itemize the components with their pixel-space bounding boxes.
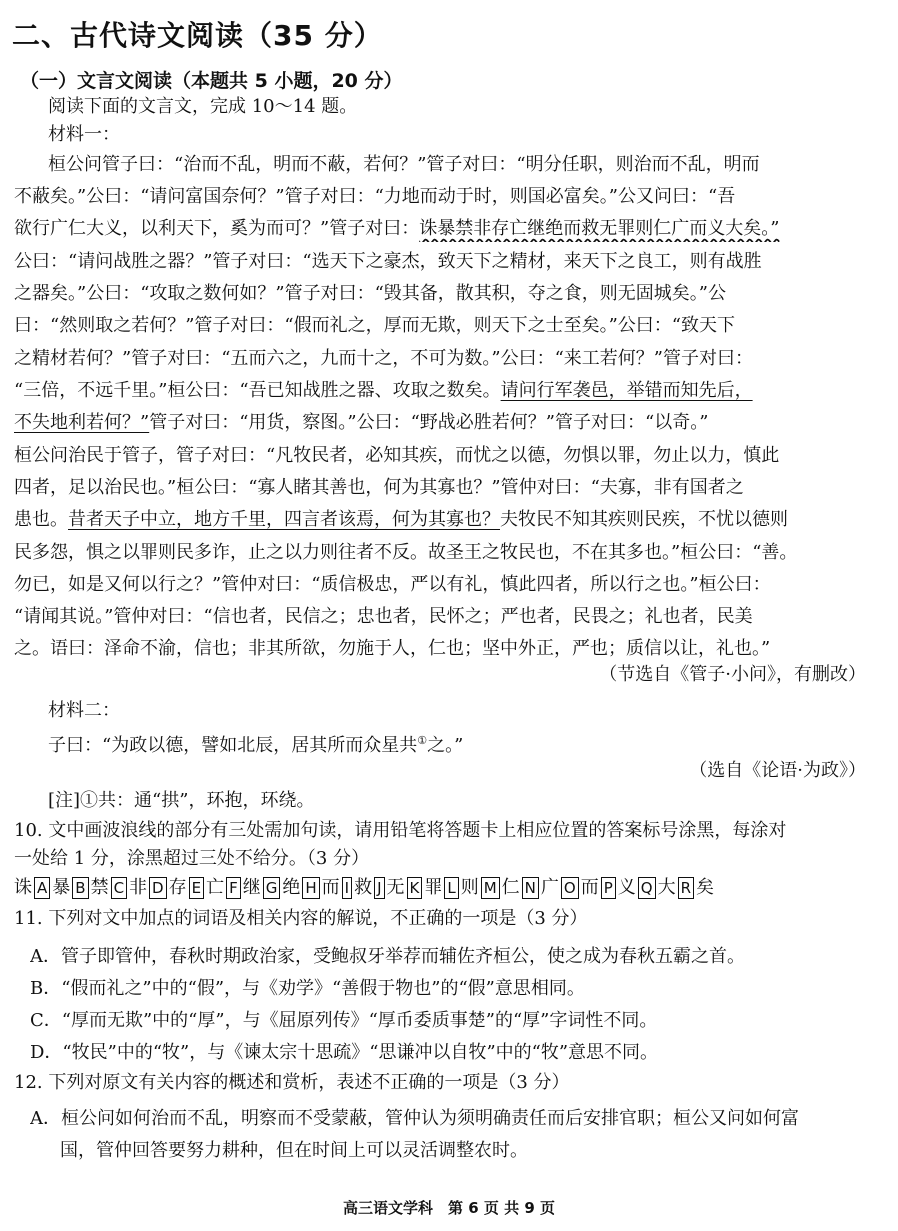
- question-10-text: 10. 文中画波浪线的部分有三处需加句读，请用铅笔将答题卡上相应位置的答案标号涂黑，每涂对: [14, 820, 787, 841]
- material1-line: 之。语曰：泽命不渝，信也；非其所欲，勿施于人，仁也；坚中外正，严也；质信以让，礼也。”: [14, 638, 771, 659]
- question-11-option: B．“假而礼之”中的“假”，与《劝学》“善假于物也”的“假”意思相同。: [30, 978, 585, 999]
- answer-label-box: H: [302, 877, 319, 899]
- sequence-character: 救: [354, 877, 373, 898]
- sequence-character: 继: [242, 877, 261, 898]
- question-11-title: 11. 下列对文中加点的词语及相关内容的解说，不正确的一项是（3 分）: [14, 908, 588, 929]
- material1-line: 之器矣。”公曰：“攻取之数何如？”管子对曰：“毁其备，散其积，夺之食，则无固城矣。”公: [14, 283, 727, 304]
- sequence-character: 存: [168, 877, 187, 898]
- material1-line-text: 夫牧民不知其疾则民疾，不忧以德则: [500, 509, 788, 530]
- material1-line: [14, 410, 886, 436]
- sub-title: （一）文言文阅读（本题共 5 小题，20 分）: [20, 70, 403, 92]
- answer-label-box: B: [72, 877, 88, 899]
- material1-line-text: “三倍，不远千里。”桓公曰：“吾已知战胜之器、攻取之数矣。: [14, 380, 501, 401]
- sequence-character: 则: [460, 877, 479, 898]
- sequence-character: 暴: [52, 877, 71, 898]
- underlined-text: 请问行军袭邑，举错而知先后，: [500, 380, 753, 401]
- punctuation-answer-sequence: [14, 875, 886, 901]
- material2-text-part: 子曰：“为政以德，譬如北辰，居其所而众星共: [48, 735, 418, 756]
- question-12-title: 12. 下列对原文有关内容的概述和赏析，表述不正确的一项是（3 分）: [14, 1072, 570, 1093]
- material1-line: 民多怨，惧之以罪则民多诈，止之以力则往者不反。故圣王之牧民也，不在其多也。”桓公曰：“善。: [14, 542, 798, 563]
- answer-label-box: C: [111, 877, 127, 899]
- question-10-text: 一处给 1 分，涂黑超过三处不给分。（3 分）: [14, 848, 370, 869]
- wavy-underlined-text: 诛暴禁非存亡继绝而救无罪则仁广而义大矣。”: [419, 218, 780, 239]
- material1-line: 曰：“然则取之若何？”管子对曰：“假而礼之，厚而无欺，则天下之士至矣。”公曰：“致天下: [14, 315, 736, 336]
- sequence-character: 而: [321, 877, 340, 898]
- answer-label-box: A: [34, 877, 50, 899]
- question-12-option: 国，管仲回答要努力耕种，但在时间上可以灵活调整农时。: [60, 1140, 528, 1161]
- answer-label-box: G: [263, 877, 281, 899]
- material1-label: 材料一：: [48, 124, 120, 145]
- sequence-character: 非: [129, 877, 148, 898]
- answer-label-box: D: [149, 877, 167, 899]
- answer-label-box: L: [444, 877, 458, 899]
- sequence-character: 大: [657, 877, 676, 898]
- answer-label-box: R: [678, 877, 694, 899]
- material1-line: [14, 507, 886, 533]
- sequence-character: 广: [540, 877, 559, 898]
- instruction: 阅读下面的文言文，完成 10～14 题。: [48, 96, 358, 117]
- underlined-text: 不失地利若何？”: [14, 412, 150, 433]
- source-note: （节选自《管子·小问》，有删改）: [599, 664, 866, 685]
- material2-text: [48, 728, 886, 759]
- sequence-character: 而: [580, 877, 599, 898]
- material1-line: 四者，足以治民也。”桓公曰：“寡人睹其善也，何为其寡也？”管仲对曰：“夫寡，非有国者之: [14, 477, 744, 498]
- material2-text-part: 之。”: [427, 735, 464, 756]
- material1-line-text: 欲行广仁大义，以利天下，奚为而可？”管子对曰：: [14, 218, 420, 239]
- question-11-option: D．“牧民”中的“牧”，与《谏太宗十思疏》“思谦冲以自牧”中的“牧”意思不同。: [30, 1042, 659, 1063]
- answer-label-box: O: [561, 877, 579, 899]
- answer-label-box: F: [226, 877, 241, 899]
- material1-line-text: 管子对曰：“用货，察图。”公曰：“野战必胜若何？”管子对曰：“以奇。”: [149, 412, 709, 433]
- answer-label-box: Q: [638, 877, 656, 899]
- material2-label: 材料二：: [48, 700, 120, 721]
- material1-line: “请闻其说。”管仲对曰：“信也者，民信之；忠也者，民怀之；严也者，民畏之；礼也者，民美: [14, 606, 753, 627]
- material1-line: 公曰：“请问战胜之器？”管子对曰：“选天下之豪杰，致天下之精材，来天下之良工，则有战胜: [14, 251, 762, 272]
- sequence-character: 绝: [282, 877, 301, 898]
- answer-label-box: M: [481, 877, 500, 899]
- material1-line: 桓公问管子曰：“治而不乱，明而不蔽，若何？”管子对曰：“明分任职，则治而不乱，明而: [48, 154, 760, 175]
- underlined-text: 昔者天子中立，地方千里，四言者该焉，何为其寡也？: [68, 509, 500, 530]
- sequence-character: 罪: [424, 877, 443, 898]
- source-note: （选自《论语·为政》）: [689, 760, 866, 781]
- answer-label-box: E: [189, 877, 204, 899]
- sequence-character: 诛: [14, 877, 32, 898]
- sequence-character: 禁: [90, 877, 109, 898]
- question-11-option: C．“厚而无欺”中的“厚”，与《屈原列传》“厚币委质事楚”的“厚”字词性不同。: [30, 1010, 658, 1031]
- material1-line: 勿已，如是又何以行之？”管仲对曰：“质信极忠，严以有礼，慎此四者，所以行之也。”桓公曰：: [14, 574, 771, 595]
- material1-line-text: 患也。: [14, 509, 68, 530]
- answer-label-box: P: [601, 877, 616, 899]
- sequence-character: 无: [386, 877, 405, 898]
- answer-label-box: N: [522, 877, 539, 899]
- material1-line: [14, 216, 886, 242]
- question-11-option: A．管子即管仲，春秋时期政治家，受鲍叔牙举荐而辅佐齐桓公，使之成为春秋五霸之首。: [30, 946, 745, 967]
- section-title: 二、古代诗文阅读（35 分）: [12, 19, 383, 52]
- answer-label-box: J: [374, 877, 384, 899]
- footnote-marker: ①: [417, 734, 428, 747]
- answer-label-box: K: [407, 877, 423, 899]
- material1-line: [14, 378, 886, 404]
- material1-line: 桓公问治民于管子，管子对曰：“凡牧民者，必知其疾，而忧之以德，勿惧以罪，勿止以力，慎此: [14, 445, 780, 466]
- page-footer: 高三语文学科 第 6 页 共 9 页: [343, 1199, 555, 1217]
- sequence-character: 矣: [696, 877, 715, 898]
- question-12-option: A．桓公问如何治而不乱，明察而不受蒙蔽，管仲认为须明确责任而后安排官职；桓公又问如何富: [30, 1108, 799, 1129]
- material1-line: 不蔽矣。”公曰：“请问富国奈何？”管子对曰：“力地而动于时，则国必富矣。”公又问曰：“吾: [14, 186, 736, 207]
- material1-line: 之精材若何？”管子对曰：“五而六之，九而十之，不可为数。”公曰：“来工若何？”管子对曰：: [14, 348, 754, 369]
- sequence-character: 仁: [501, 877, 520, 898]
- sequence-character: 义: [617, 877, 636, 898]
- sequence-character: 亡: [206, 877, 225, 898]
- answer-label-box: I: [342, 877, 352, 899]
- footnote: [注]①共：通“拱”，环抱，环绕。: [48, 790, 315, 811]
